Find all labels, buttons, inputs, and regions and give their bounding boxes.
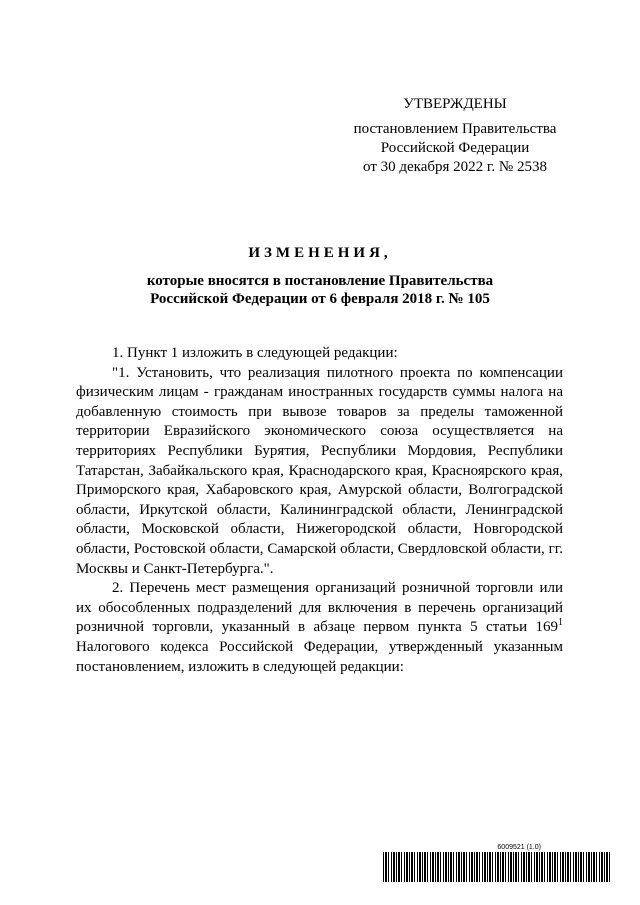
heading-subtitle <box>60 272 580 308</box>
approval-date: от 30 декабря 2022 г. № 2538 <box>363 159 547 175</box>
paragraph-text: Налогового кодекса Российской Федерации, утвержденный указанным постановлением, изложить в следующей редакции: <box>76 638 563 675</box>
paragraph-text: 2. Перечень мест размещения организаций розничной торговли или их обособленных подразделений для включения в перечень организаций розничной торговли, указанный в абзаце первом пункта 5 статьи 169 <box>76 580 563 636</box>
barcode-code: 6009521 (1.0) <box>497 844 541 851</box>
body-paragraph: 1. Пункт 1 изложить в следующей редакции: <box>112 345 398 361</box>
barcode-icon <box>383 852 611 882</box>
approval-block <box>330 95 580 177</box>
barcode-block <box>383 843 611 882</box>
document-heading <box>60 243 580 308</box>
approval-line: постановлением Правительства <box>353 121 557 137</box>
heading-subtitle-line: Российской Федерации от 6 февраля 2018 г. № 105 <box>150 291 490 307</box>
body-paragraph: "1. Установить, что реализация пилотного проекта по компенсации физическим лицам - гражданам иностранных государств суммы налога на добавленную стоимость при вывозе товаров за пределы таможенной территории Евразийского экономического союза осуществляется на территориях Республики Бурятия, Республики Мордовия, Республики Татарстан, Забайкальского края, Краснодарского края, Красноярского края, Приморского края, Хабаровского края, Амурской области, Волгоградской области, Иркутской области, Калининградской области, Ленинградской области, Московской области, Нижегородской области, Новгородской области, Ростовской области, Самарской области, Свердловской области, гг. Москвы и Санкт-Петербурга.". <box>76 364 563 577</box>
heading-title: ИЗМЕНЕНИЯ, <box>248 245 392 261</box>
approval-title: УТВЕРЖДЕНЫ <box>403 96 507 112</box>
superscript: 1 <box>558 617 563 629</box>
document-body <box>76 344 563 677</box>
approval-line: Российской Федерации <box>380 140 530 156</box>
body-paragraph <box>76 579 563 677</box>
heading-subtitle-line: которые вносятся в постановление Правительства <box>146 273 494 289</box>
